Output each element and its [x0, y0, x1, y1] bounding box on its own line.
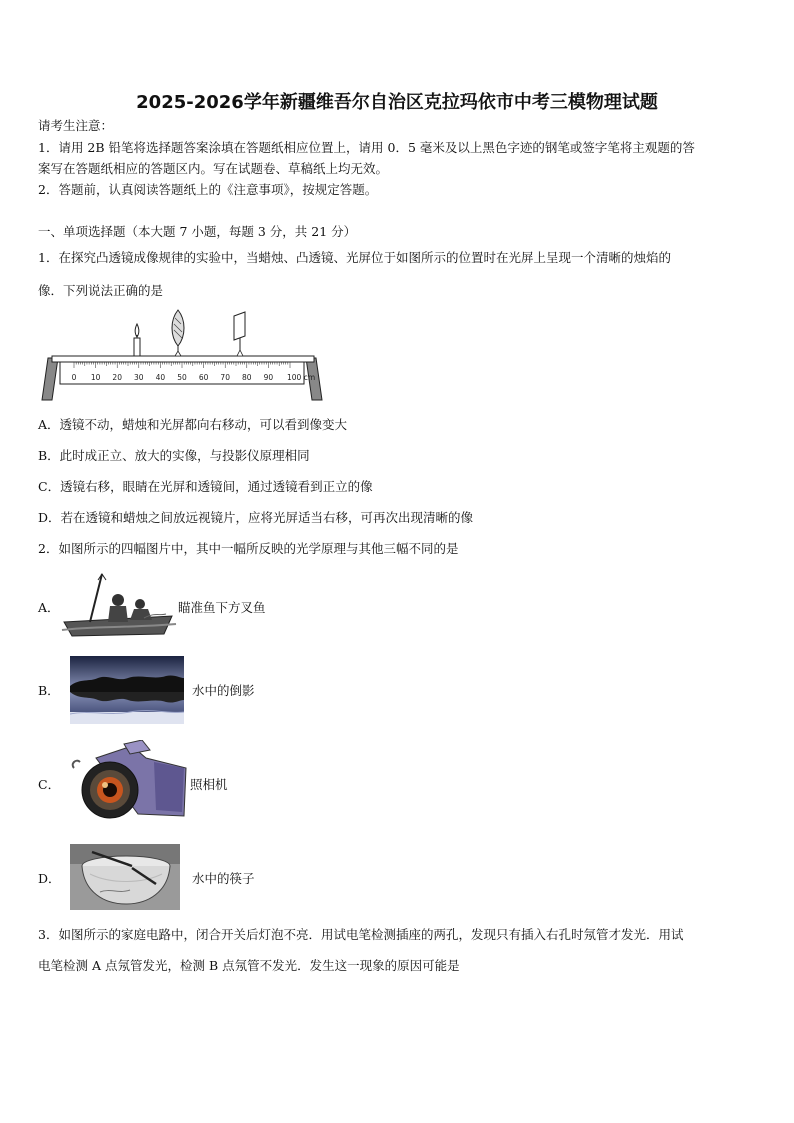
ruler-label: 0: [71, 373, 77, 382]
ruler-label: 10: [90, 373, 101, 382]
fishing-boat-image: [60, 572, 178, 640]
page-title: 2025-2026学年新疆维吾尔自治区克拉玛依市中考三模物理试题: [136, 92, 658, 113]
notice-item-1-line-2: 案写在答题纸相应的答题区内。写在试题卷、草稿纸上均无效。: [38, 161, 389, 176]
q3-stem-line-2: 电笔检测 A 点氖管发光，检测 B 点氖管不发光．发生这一现象的原因可能是: [38, 958, 460, 973]
light-screen: [234, 312, 245, 356]
q2-option-b-letter: B．: [38, 683, 60, 698]
q2-option-c-caption: 照相机: [190, 777, 228, 792]
q1-stem-line-1: 1．在探究凸透镜成像规律的实验中，当蜡烛、凸透镜、光屏位于如图所示的位置时在光屏上呈现一个清晰的烛焰的: [38, 250, 671, 265]
q2-stem: 2．如图所示的四幅图片中，其中一幅所反映的光学原理与其他三幅不同的是: [38, 541, 459, 556]
notice-item-1-line-1: 1．请用 2B 铅笔将选择题答案涂填在答题纸相应位置上，请用 0．5 毫米及以上黑色字迹的钢笔或签字笔将主观题的答: [38, 140, 695, 155]
notice-item-2: 2．答题前，认真阅读答题纸上的《注意事项》，按规定答题。: [38, 182, 378, 197]
ruler-label: 30: [134, 373, 144, 382]
q1-option-c: C．透镜右移，眼睛在光屏和透镜间，通过透镜看到正立的像: [38, 479, 373, 494]
ruler-label: 70: [220, 373, 230, 382]
chopsticks-in-water-image: [70, 844, 180, 910]
q2-option-c-letter: C．: [38, 777, 61, 792]
q2-option-d-letter: D．: [38, 871, 61, 886]
q3-stem-line-1: 3．如图所示的家庭电路中，闭合开关后灯泡不亮．用试电笔检测插座的两孔，发现只有插入右孔时氖管才发光．用试: [38, 927, 684, 942]
ruler-label: 40: [155, 373, 166, 382]
ruler-label: 50: [177, 373, 187, 382]
q2-option-a-caption: 瞄准鱼下方叉鱼: [178, 600, 266, 615]
q1-option-b: B．此时成正立、放大的实像，与投影仪原理相同: [38, 448, 310, 463]
ruler-label: 100 cm: [287, 373, 316, 382]
optical-bench-figure: [38, 306, 328, 406]
water-reflection-image: [70, 656, 184, 724]
camera-image: [66, 740, 190, 824]
q2-option-b-caption: 水中的倒影: [192, 683, 255, 698]
ruler-label: 80: [242, 373, 252, 382]
ruler-label: 90: [263, 373, 274, 382]
q1-stem-line-2: 像．下列说法正确的是: [38, 283, 164, 298]
section-heading: 一、单项选择题（本大题 7 小题，每题 3 分，共 21 分）: [38, 224, 357, 239]
bench-rail: [52, 356, 314, 362]
candle: [134, 324, 140, 356]
q2-option-d-caption: 水中的筷子: [192, 871, 255, 886]
convex-lens: [172, 310, 184, 356]
notice-heading: 请考生注意：: [38, 118, 114, 133]
q1-option-a: A．透镜不动，蜡烛和光屏都向右移动，可以看到像变大: [38, 417, 348, 432]
ruler-label: 60: [198, 373, 209, 382]
ruler-label: 20: [112, 373, 122, 382]
bench-left-leg: [42, 358, 58, 400]
q1-option-d: D．若在透镜和蜡烛之间放远视镜片，应将光屏适当右移，可再次出现清晰的像: [38, 510, 474, 525]
q2-option-a-letter: A．: [38, 600, 60, 615]
